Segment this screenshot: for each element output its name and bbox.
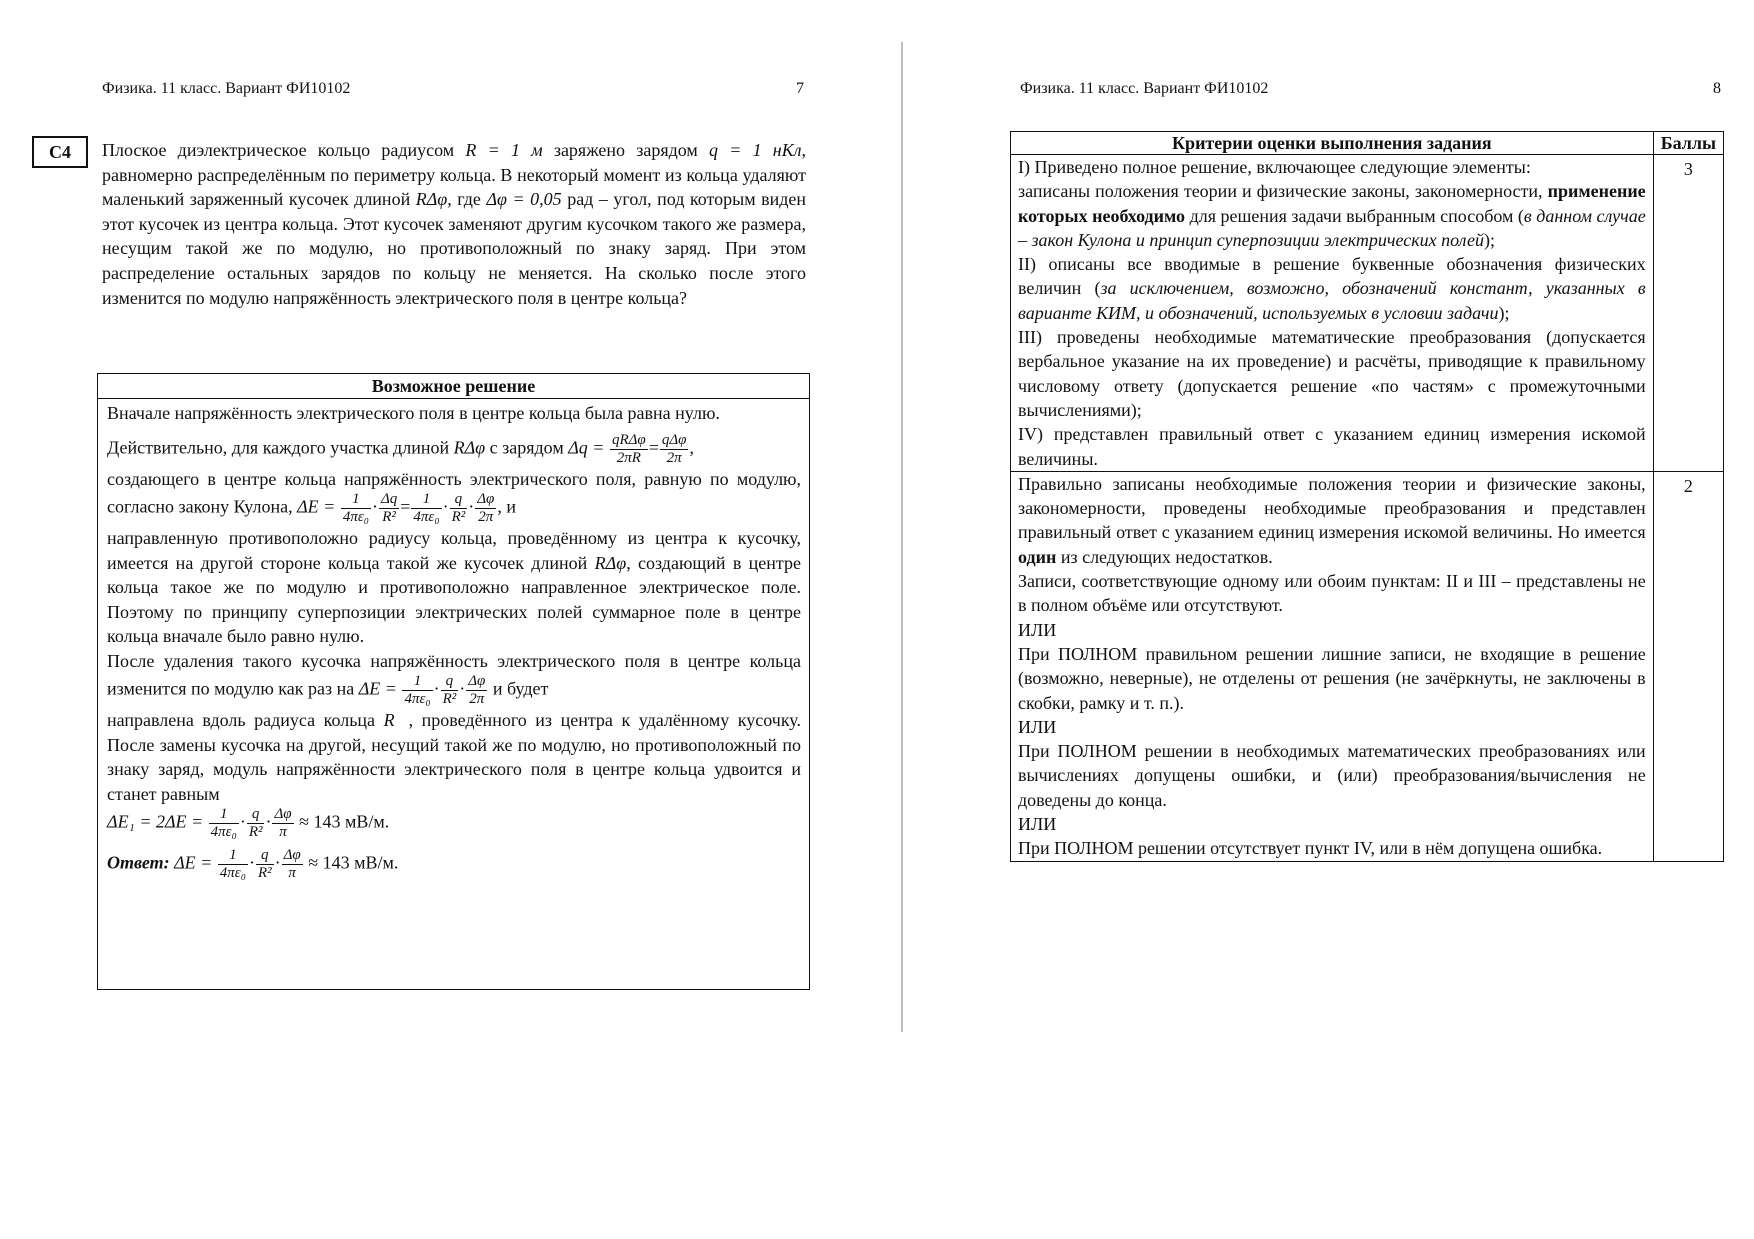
fraction: $\frac{\Delta\varphi}{\pi}$ (283, 847, 301, 881)
criteria-line: При ПОЛНОМ решении отсутствует пункт IV, или в нём допущена ошибка. (1018, 838, 1603, 859)
criteria-line: Записи, соответствующие одному или обоим пунктам: II и III – представлены не в полном объёме или отсутствуют. (1018, 571, 1646, 616)
criteria-line: При ПОЛНОМ правильном решении лишние записи, не входящие в решение (возможно, неверные), не отделены от решения (не зачёркнуты, не заключены в скобки, рамку и т. п.). (1018, 643, 1646, 713)
problem-formula: q = 1 нКл (709, 140, 802, 160)
fraction: $\frac{q}{\text{R²}}$ (248, 806, 263, 840)
problem-part: Плоское диэлектрическое кольцо радиусом (102, 140, 466, 160)
formula: ΔE = (358, 678, 397, 699)
page-divider (901, 42, 903, 1032)
fraction: $\frac{1}{\text{4πε₀}}$ (219, 847, 246, 881)
text: , и (497, 496, 516, 517)
problem-part: , где (447, 189, 487, 210)
fraction: $\frac{1}{\text{4πε₀}}$ (342, 491, 369, 525)
fraction: $\frac{q}{\text{R²}}$ (442, 673, 457, 707)
fraction: $\frac{1}{\text{4πε₀}}$ (413, 491, 440, 525)
problem-part: рад – угол, под которым виден этот кусочек из центра кольца. Этот кусочек заменяют другим кусочком такого же размера, несущим такой же по модулю, но противоположный по знаку заряд. При этом распределение остальных зарядов по кольцу не меняется. На сколько после этого изменится по модулю напряжённость электрического поля в центре кольца? (102, 189, 807, 308)
text: , проведённого из центра к удалённому кусочку. После замены кусочка на другой, несущий такой же по модулю, но противоположный по знаку заряд, модуль напряжённости электрического поля в центре кольца удвоится и станет равным (107, 710, 802, 804)
text: с зарядом (485, 437, 569, 458)
solution-paragraph: После удаления такого кусочка напряжённость электрического поля в центре кольца изменится по модулю как раз на ΔE = $\frac{1}{\text{4πε₀}}$ · $\frac{q}{\text{R²}}$ · $\frac{\Delta\varphi}{2\pi}$ и будет (107, 650, 801, 707)
problem-formula: Δφ = 0,05 (486, 189, 562, 210)
fraction: $\frac{\Delta\varphi}{2\pi}$ (477, 491, 495, 525)
problem-part: , равномерно распределённым по периметру кольца. В некоторый момент из кольца удаляют маленький заряженный кусочек длиной (102, 140, 807, 210)
criteria-line: При ПОЛНОМ решении в необходимых математических преобразованиях или вычислениях допущены ошибки, и (или) преобразования/вычисления не доведены до конца. (1018, 741, 1646, 810)
fraction: $\frac{\Delta q}{\text{R²}}$ (380, 491, 398, 525)
problem-formula: R = 1 м (465, 140, 543, 160)
solution-paragraph (107, 526, 801, 649)
fraction: $\frac{\Delta\varphi}{2\pi}$ (468, 673, 486, 707)
fraction: $\frac{\text{qΔφ}}{2\pi}$ (661, 431, 687, 466)
problem-text (102, 138, 806, 310)
text: , создающий в центре кольца такое же по модулю и противоположно направленное электрическое поле. Поэтому по принципу суперпозиции электрических полей суммарное поле в центре кольца вначале было равно нулю. (107, 552, 802, 646)
formula: R⃗ (383, 710, 409, 730)
criteria-table (1010, 131, 1724, 862)
criteria-cell (1011, 155, 1654, 472)
solution-body (98, 399, 809, 882)
page-number: 8 (1713, 80, 1721, 97)
solution-paragraph: Вначале напряжённость электрического поля в центре кольца была равна нулю. (107, 403, 720, 423)
or-separator: ИЛИ (1018, 716, 1057, 737)
solution-title: Возможное решение (98, 374, 809, 399)
page-number: 7 (796, 80, 804, 97)
formula: ΔE₁ = 2ΔE = (107, 811, 204, 832)
column-header-score: Баллы (1653, 132, 1723, 155)
criteria-line: III) проведены необходимые математические преобразования (допускается вербальное указание на их проведение) и расчёты, приводящие к правильному числовому ответу (допускается решение «по частям» с промежуточными вычислениями); (1018, 327, 1646, 420)
criteria-line: записаны положения теории и физические законы, закономерности, применение которых необходимо для решения задачи выбранным способом (в данном случае – закон Кулона и принцип суперпозиции электрических полей); (1018, 181, 1646, 250)
table-row (1011, 155, 1724, 472)
score-cell: 3 (1653, 155, 1723, 472)
task-tag: С4 (32, 136, 88, 168)
fraction: $\frac{\text{qRΔφ}}{2\pi R}$ (611, 431, 646, 466)
or-separator: ИЛИ (1018, 619, 1057, 640)
score-cell: 2 (1653, 471, 1723, 861)
solution-equation: ΔE₁ = 2ΔE = $\frac{1}{\text{4πε₀}}$ · $\frac{q}{\text{R²}}$ · $\frac{\Delta\varphi}{\pi}$ ≈ 143 мВ/м. (107, 806, 390, 840)
text: После удаления такого кусочка напряжённость электрического поля в центре кольца изменится по модулю как раз на (107, 650, 801, 699)
fraction: $\frac{1}{\text{4πε₀}}$ (404, 673, 431, 707)
criteria-line: IV) представлен правильный ответ с указанием единиц измерения искомой величины. (1018, 424, 1646, 469)
formula: ΔE = (297, 496, 336, 517)
page-header: Физика. 11 класс. Вариант ФИ10102 (102, 80, 351, 97)
equals-sign: = (648, 437, 659, 458)
answer-line: Ответ: ΔE = $\frac{1}{\text{4πε₀}}$ · $\frac{q}{\text{R²}}$ · $\frac{\Delta\varphi}{\pi}$ ≈ 143 мВ/м. (107, 847, 399, 881)
fraction: $\frac{q}{\text{R²}}$ (451, 491, 466, 525)
solution-box (97, 373, 810, 990)
page-header: Физика. 11 класс. Вариант ФИ10102 (1020, 80, 1269, 97)
text: направлена вдоль радиуса кольца (107, 710, 384, 730)
solution-paragraph: Действительно, для каждого участка длиной RΔφ с зарядом Δq = $\frac{\text{qRΔφ}}{2\pi R}$ = $\frac{\text{qΔφ}}{2\pi}$ , (107, 431, 694, 466)
formula: RΔφ (453, 437, 486, 458)
criteria-line: I) Приведено полное решение, включающее следующие элементы: (1018, 157, 1531, 177)
table-row (1011, 471, 1724, 861)
criteria-cell (1011, 471, 1654, 861)
text: направленную противоположно радиусу кольца, проведённому из центра к кусочку, имеется на другой стороне кольца такой же кусочек длиной (107, 528, 801, 573)
formula: Δq = (568, 437, 605, 458)
text: Действительно, для каждого участка длиной (107, 437, 454, 458)
formula: RΔφ (594, 552, 627, 573)
fraction: $\frac{\Delta\varphi}{\pi}$ (274, 806, 292, 840)
result: ≈ 143 мВ/м. (308, 852, 399, 873)
fraction: $\frac{1}{\text{4πε₀}}$ (210, 806, 237, 840)
solution-paragraph (107, 708, 801, 806)
problem-formula: RΔφ (415, 189, 448, 210)
text: и будет (488, 678, 549, 699)
or-separator: ИЛИ (1018, 814, 1057, 835)
text: создающего в центре кольца напряжённость электрического поля, равную по модулю, согласно закону Кулона, (107, 468, 801, 517)
column-header-criteria: Критерии оценки выполнения задания (1011, 132, 1654, 155)
criteria-line: Правильно записаны необходимые положения теории и физические законы, закономерности, проведены необходимые преобразования и представлен правильный ответ с указанием единиц измерения искомой величины. Но имеется один из следующих недостатков. (1018, 473, 1646, 567)
table-header-row (1011, 132, 1724, 155)
criteria-line: II) описаны все вводимые в решение буквенные обозначения физических величин (за исключением, возможно, обозначений констант, указанных в варианте КИМ, и обозначений, используемых в условии задачи); (1018, 254, 1646, 323)
answer-label: Ответ: (107, 852, 170, 873)
problem-part: заряжено зарядом (542, 140, 710, 160)
formula: ΔE = (174, 852, 213, 873)
result: ≈ 143 мВ/м. (299, 811, 390, 832)
fraction: $\frac{q}{\text{R²}}$ (257, 847, 272, 881)
solution-paragraph: создающего в центре кольца напряжённость электрического поля, равную по модулю, согласно закону Кулона, ΔE = $\frac{1}{\text{4πε₀}}$ · $\frac{\Delta q}{\text{R²}}$ = $\frac{1}{\text{4πε₀}}$ · $\frac{q}{\text{R²}}$ · $\frac{\Delta\varphi}{2\pi}$ , и (107, 468, 801, 525)
